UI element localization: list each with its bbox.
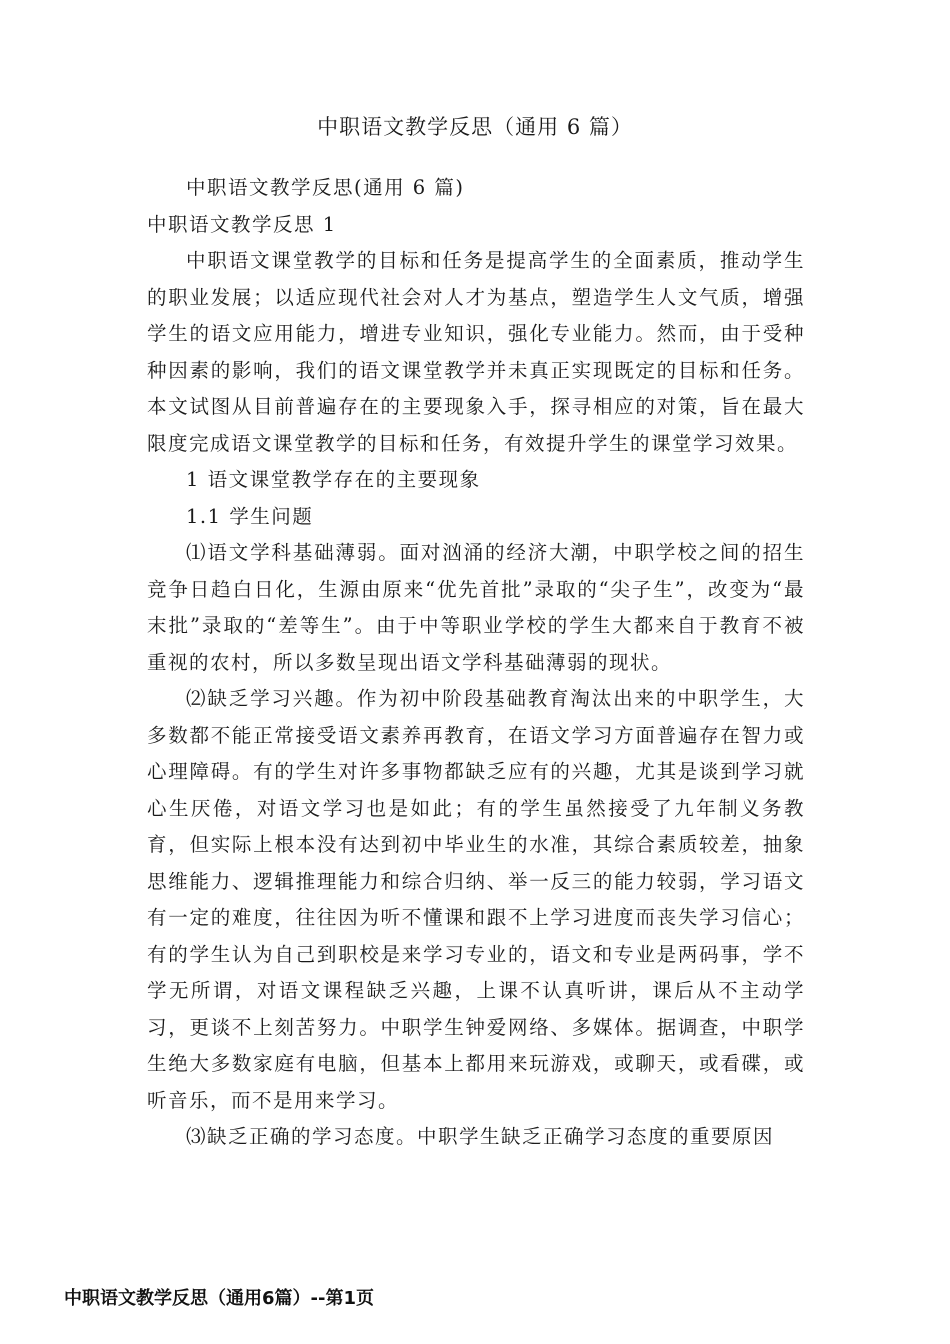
document-title: 中职语文教学反思（通用 6 篇）: [317, 115, 633, 139]
paragraph: ⑶缺乏正确的学习态度。中职学生缺乏正确学习态度的重要原因: [186, 1125, 775, 1148]
paragraph: 1 语文课堂教学存在的主要现象: [186, 468, 481, 491]
document-body: [147, 170, 805, 1156]
paragraph: ⑵缺乏学习兴趣。作为初中阶段基础教育淘汰出来的中职学生，大多数都不能正常接受语文素养再教育，在语文学习方面普遍存在智力或心理障碍。有的学生对许多事物都缺乏应有的兴趣，尤其是谈到学习就心生厌倦，对语文学习也是如此；有的学生虽然接受了九年制义务教育，但实际上根本没有达到初中毕业生的水准，其综合素质较差，抽象思维能力、逻辑推理能力和综合归纳、举一反三的能力较弱，学习语文有一定的难度，往往因为听不懂课和跟不上学习进度而丧失学习信心；有的学生认为自己到职校是来学习专业的，语文和专业是两码事，学不学无所谓，对语文课程缺乏兴趣，上课不认真听讲，课后从不主动学习，更谈不上刻苦努力。中职学生钟爱网络、多媒体。据调查，中职学生绝大多数家庭有电脑，但基本上都用来玩游戏，或聊天，或看碟，或听音乐，而不是用来学习。: [147, 687, 805, 1112]
paragraph: 中职语文教学反思 1: [147, 212, 337, 236]
paragraph: 中职语文课堂教学的目标和任务是提高学生的全面素质，推动学生的职业发展；以适应现代社会对人才为基点，塑造学生人文气质，增强学生的语文应用能力，增进专业知识，强化专业能力。然而，由于受种种因素的影响，我们的语文课堂教学并未真正实现既定的目标和任务。本文试图从目前普遍存在的主要现象入手，探寻相应的对策，旨在最大限度完成语文课堂教学的目标和任务，有效提升学生的课堂学习效果。: [147, 249, 805, 455]
paragraph: 1.1 学生问题: [186, 504, 314, 528]
paragraph: ⑴语文学科基础薄弱。面对汹涌的经济大潮，中职学校之间的招生竞争日趋白日化，生源由原来“优先首批”录取的“尖子生”，改变为“最末批”录取的“差等生”。由于中等职业学校的学生大都来自于教育不被重视的农村，所以多数呈现出语文学科基础薄弱的现状。: [147, 541, 805, 674]
paragraph: 中职语文教学反思(通用 6 篇): [186, 176, 465, 199]
page-footer: 中职语文教学反思（通用6篇）--第1页: [64, 1288, 374, 1309]
